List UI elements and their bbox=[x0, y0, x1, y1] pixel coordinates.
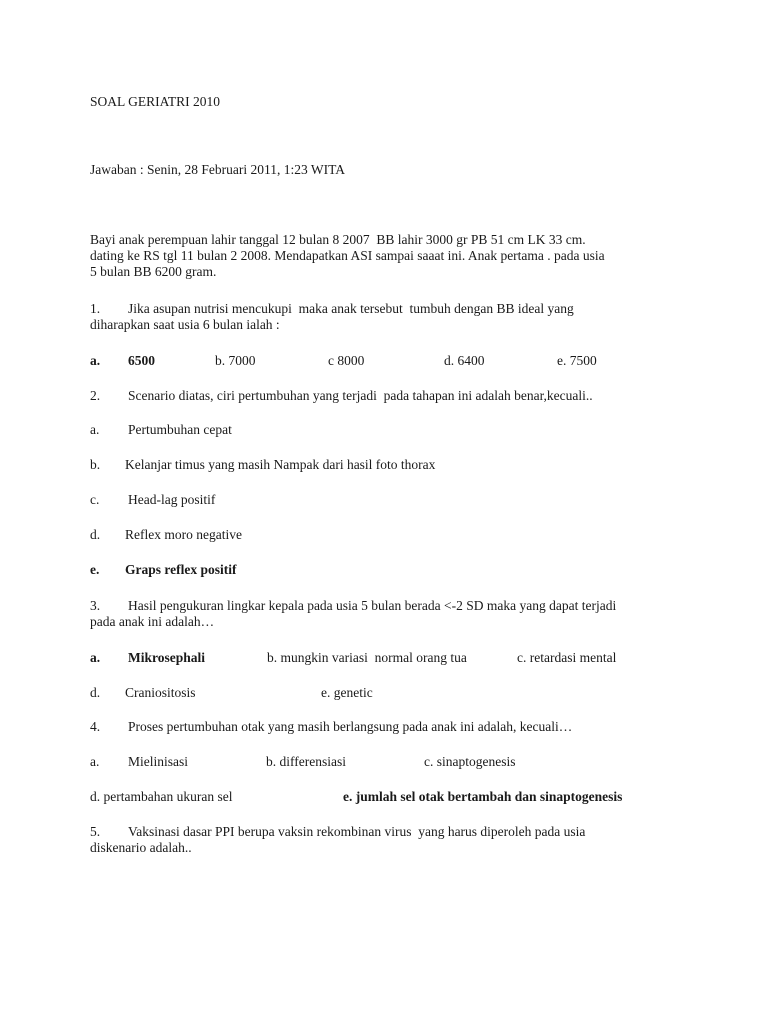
q4-number: 4. bbox=[90, 719, 101, 734]
q1-text-line-1: Jika asupan nutrisi mencukupi maka anak tersebut tumbuh dengan BB ideal yang bbox=[128, 301, 574, 316]
q4-option-a-label: a. bbox=[90, 754, 100, 769]
q1-text-line-2: diharapkan saat usia 6 bulan ialah : bbox=[90, 317, 280, 332]
q5-text-line-2: diskenario adalah.. bbox=[90, 840, 192, 855]
q2-option-a: Pertumbuhan cepat bbox=[128, 422, 232, 437]
document-title: SOAL GERIATRI 2010 bbox=[90, 94, 220, 109]
q1-option-a-label: a. bbox=[90, 353, 101, 368]
q5-text-line-1: Vaksinasi dasar PPI berupa vaksin rekombinan virus yang harus diperoleh pada usia bbox=[128, 824, 586, 839]
scenario-line-2: dating ke RS tgl 11 bulan 2 2008. Mendapatkan ASI sampai saaat ini. Anak pertama . pada usia bbox=[90, 248, 605, 263]
q1-option-e: e. 7500 bbox=[557, 353, 597, 368]
q2-option-e-label: e. bbox=[90, 562, 100, 577]
q3-option-c: c. retardasi mental bbox=[517, 650, 617, 665]
q2-option-a-label: a. bbox=[90, 422, 100, 437]
q2-text: Scenario diatas, ciri pertumbuhan yang terjadi pada tahapan ini adalah benar,kecuali.. bbox=[128, 388, 593, 403]
q4-option-c: c. sinaptogenesis bbox=[424, 754, 516, 769]
q2-option-c: Head-lag positif bbox=[128, 492, 216, 507]
q4-option-d: d. pertambahan ukuran sel bbox=[90, 789, 233, 804]
q3-option-e: e. genetic bbox=[321, 685, 373, 700]
q3-number: 3. bbox=[90, 598, 101, 613]
q2-number: 2. bbox=[90, 388, 101, 403]
q1-option-b: b. 7000 bbox=[215, 353, 256, 368]
q1-option-a: 6500 bbox=[128, 353, 155, 368]
q3-option-a-label: a. bbox=[90, 650, 101, 665]
q3-text-line-2: pada anak ini adalah… bbox=[90, 614, 215, 629]
answer-date-line: Jawaban : Senin, 28 Februari 2011, 1:23 WITA bbox=[90, 162, 345, 177]
q5-number: 5. bbox=[90, 824, 101, 839]
q4-option-e: e. jumlah sel otak bertambah dan sinaptogenesis bbox=[343, 789, 623, 804]
q2-option-d-label: d. bbox=[90, 527, 101, 542]
q2-option-c-label: c. bbox=[90, 492, 100, 507]
q3-option-d: Craniositosis bbox=[125, 685, 196, 700]
q3-option-d-label: d. bbox=[90, 685, 101, 700]
q4-text: Proses pertumbuhan otak yang masih berlangsung pada anak ini adalah, kecuali… bbox=[128, 719, 573, 734]
scenario-line-1: Bayi anak perempuan lahir tanggal 12 bulan 8 2007 BB lahir 3000 gr PB 51 cm LK 33 cm. bbox=[90, 232, 586, 247]
q1-option-d: d. 6400 bbox=[444, 353, 485, 368]
q1-number: 1. bbox=[90, 301, 101, 316]
q2-option-e: Graps reflex positif bbox=[125, 562, 237, 577]
q2-option-b: Kelanjar timus yang masih Nampak dari hasil foto thorax bbox=[125, 457, 436, 472]
q3-option-a: Mikrosephali bbox=[128, 650, 206, 665]
q3-option-b: b. mungkin variasi normal orang tua bbox=[267, 650, 467, 665]
q1-option-c: c 8000 bbox=[328, 353, 365, 368]
q4-option-a: Mielinisasi bbox=[128, 754, 188, 769]
q2-option-d: Reflex moro negative bbox=[125, 527, 242, 542]
q2-option-b-label: b. bbox=[90, 457, 101, 472]
scenario-line-3: 5 bulan BB 6200 gram. bbox=[90, 264, 217, 279]
q3-text-line-1: Hasil pengukuran lingkar kepala pada usia 5 bulan berada <-2 SD maka yang dapat terjadi bbox=[128, 598, 617, 613]
q4-option-b: b. differensiasi bbox=[266, 754, 346, 769]
